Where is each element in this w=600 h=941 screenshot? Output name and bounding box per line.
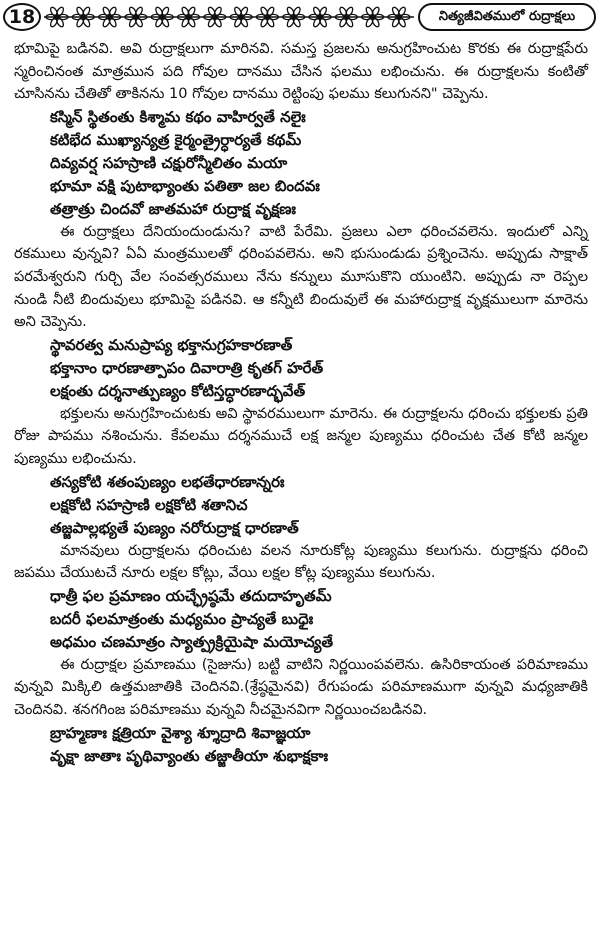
verse-line: లక్షకోటి సహస్రాణి లక్షకోటి శతానిచ bbox=[50, 495, 248, 514]
verse-line: స్థావరత్వ మనుప్రాప్య భక్తానుగ్రహకారణాత్ bbox=[50, 335, 293, 354]
verse-line: వృక్షా జాతాః పృథివ్యాంతు తజ్జాతీయా శుభాక్షకాః bbox=[50, 746, 329, 765]
sanskrit-verse bbox=[0, 106, 600, 221]
sanskrit-verse bbox=[0, 722, 600, 768]
verse-line: అధమం చణమాత్రం స్యాత్ప్రక్రియైషా మయోచ్యతే bbox=[50, 632, 334, 651]
prose-paragraph: భూమిపై బడినవి. అవి రుద్రాక్షలుగా మారినవి. సమస్త ప్రజలను అనుగ్రహించుట కొరకు ఈ రుద్రాక్షపేరు స్మరించినంత మాత్రమున పది గోవుల దానము చేసిన ఫలము లభించును. ఈ రుద్రాక్షలను కంటితో చూసినను చేతితో తాకినను 10 గోవుల దానము రెట్టింపు ఫలము కలుగునని" చెప్పెను. bbox=[14, 41, 588, 103]
page-header bbox=[0, 0, 600, 34]
running-header-title: నిత్యజీవితములో రుద్రాక్షలు bbox=[418, 3, 596, 31]
verse-line: దివ్యవర్ష సహస్రాణి చక్షురోన్మీలితం మయా bbox=[50, 153, 288, 172]
verse-line: లక్షంతు దర్శనాత్పుణ్యం కోటిస్తద్ధారణాద్భవేత్ bbox=[50, 381, 306, 400]
verse-line: తత్రాత్రు చిందవో జాతమహా రుద్రాక్ష వృక్షణః bbox=[50, 199, 296, 218]
verse-line: బదరీ ఫలమాత్రంతు మధ్యమం ప్రాచ్యతే బుధైః bbox=[50, 609, 314, 628]
verse-line: తస్యకోటి శతంపుణ్యం లభతేధారణాన్నరః bbox=[50, 472, 285, 491]
verse-line: భక్తానాం ధారణాత్పాపం దివారాత్రి కృతగ్ హరేత్ bbox=[50, 358, 324, 377]
page-body bbox=[0, 38, 600, 768]
verse-line: కస్మిన్ స్థితంతు కిశ్మామ కథం వాహిర్వతే నలైః bbox=[50, 107, 306, 126]
sanskrit-verse bbox=[0, 471, 600, 540]
sanskrit-verse bbox=[0, 334, 600, 403]
flower-pattern-icon bbox=[44, 2, 414, 32]
floral-border-ornament bbox=[44, 2, 414, 32]
verse-line: బ్రాహ్మణాః క్షత్రియా వైశ్యా శ్శూద్రాది శివాజ్ఞయా bbox=[50, 723, 311, 742]
prose-paragraph: ఈ రుద్రాక్షల ప్రమాణము (సైజును) బట్టి వాటిని నిర్ణయింపవలెను. ఉసిరికాయంత పరిమాణము వున్నవి మిక్కిలి ఉత్తమజాతికి చెందినవి.(శ్రేష్ఠమైనవి) రేగుపండు పరిమాణముగా వున్నవి మధ్యజాతికి చెందినవి. శనగగింజ పరిమాణము వున్నవి నీచమైనవిగా నిర్ణయించబడినవి. bbox=[14, 656, 588, 718]
page-number: 18 bbox=[3, 3, 41, 31]
prose-paragraph: మానవులు రుద్రాక్షలను ధరించుట వలన నూరుకోట్ల పుణ్యము కలుగును. రుద్రాక్షను ధరించి జపము చేయుటచే నూరు లక్షల కోట్లు, వేయి లక్షల కోట్ల పుణ్యము కలుగును. bbox=[14, 542, 588, 582]
prose-paragraph: ఈ రుద్రాక్షలు దేనియందుండును? వాటి పేరేమి. ప్రజలు ఎలా ధరించవలెను. ఇందులో ఎన్ని రకములు వున్నవి? ఏఏ మంత్రములతో ధరింపవలెను. అని భుసుండుడు ప్రశ్నించెను. అప్పుడు సాక్షాత్ పరమేశ్వరుని గుర్చి వేల సంవత్సరములు నేను కన్నులు మూసుకొని యుంటిని. అప్పుడు నా రెప్పల నుండి నీటి బిందువులు భూమిపై పడినవి. ఆ కన్నీటి బిందువులే ఈ మహారుద్రాక్ష వృక్షములుగా మారెను అని చెప్పెను. bbox=[14, 223, 588, 331]
prose-paragraph: భక్తులను అనుగ్రహించుటకు అవి స్థావరములుగా మారెను. ఈ రుద్రాక్షలను ధరించు భక్తులకు ప్రతి రోజు పాపము నశించును. కేవలము దర్శనముచే లక్ష జన్మల పుణ్యము ధరించుట చేత కోటి జన్మల పుణ్యము లభించును. bbox=[14, 405, 588, 467]
verse-line: భూమా వక్షి పుటాభ్యాంతు పతితా జల బిందవః bbox=[50, 176, 320, 195]
verse-line: ధాత్రీ ఫల ప్రమాణం యచ్ఛ్రేష్ఠమే తదుదాహృతమ్ bbox=[50, 586, 332, 605]
sanskrit-verse bbox=[0, 585, 600, 654]
verse-line: కటిభేద ముఖ్యాన్యత్ర కైర్మంత్రైర్ధార్యతే కథమ్ bbox=[50, 130, 302, 149]
verse-line: తజ్జపాల్లభ్యతే పుణ్యం నరోరుద్రాక్ష ధారణాత్ bbox=[50, 518, 299, 537]
